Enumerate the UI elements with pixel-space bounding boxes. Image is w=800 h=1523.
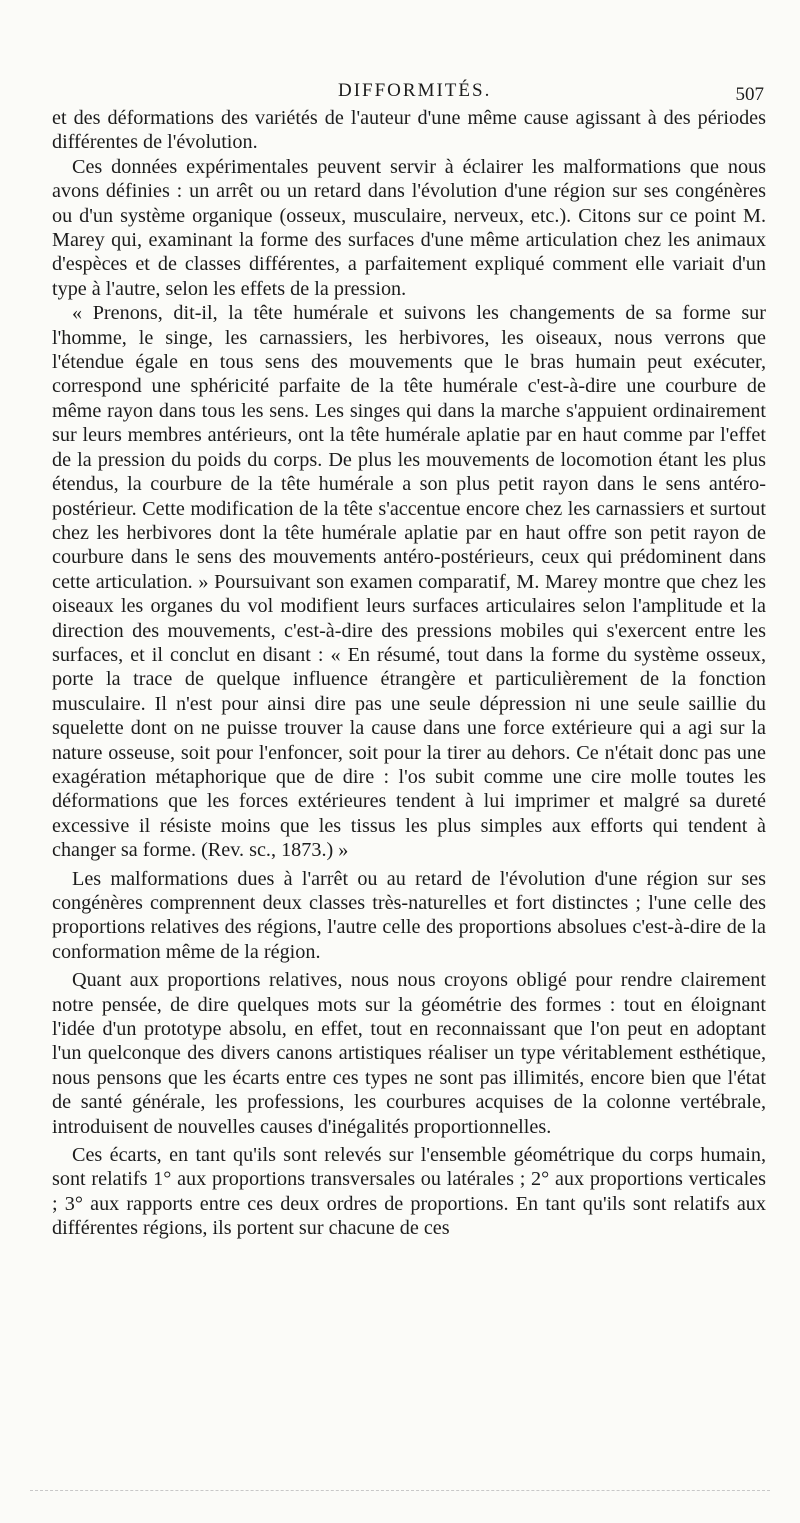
body-text: [52, 106, 766, 1241]
page-number: 507: [735, 84, 764, 105]
footer-rule: [30, 1490, 770, 1491]
running-title: DIFFORMITÉS.: [338, 80, 492, 101]
paragraph-marey-quote: « Prenons, dit-il, la tête humérale et suivons les changements de sa forme sur l'homme, le singe, les carnassiers, les herbivores, les oiseaux, nous verrons que l'étendue égale en tous sens des mouvements que le bras humain peut exécuter, correspond une sphéricité parfaite de la tête humérale c'est-à-dire une courbure de même rayon dans tous les sens. Les singes qui dans la marche s'appuient ordinairement sur leurs membres antérieurs, ont la tête humérale aplatie par en haut comme par l'effet de la pression du poids du corps. De plus les mouvements de locomotion étant les plus étendus, la courbure de la tête humérale a son plus petit rayon dans le sens antéro-postérieur. Cette modification de la tête s'accentue encore chez les carnassiers et surtout chez les herbivores dont la tête humérale aplatie par en haut offre son petit rayon de courbure dans le sens des mouvements antéro-postérieurs, ceux qui prédominent dans cette articulation. » Poursuivant son examen comparatif, M. Marey montre que chez les oiseaux les organes du vol modifient leurs surfaces articulaires selon l'amplitude et la direction des mouvements, c'est-à-dire des pressions mobiles qui s'exercent entre les surfaces, et il conclut en disant : « En résumé, tout dans la forme du système osseux, porte la trace de quelque influence étrangère et particulièrement de la fonction musculaire. Il n'est pour ainsi dire pas une seule dépression ni une seule saillie du squelette dont on ne puisse trouver la cause dans une force extérieure qui a agi sur la nature osseuse, soit pour l'enfoncer, soit pour la tirer au dehors. Ce n'était donc pas une exagération métaphorique que de dire : l'os subit comme une cire molle toutes les déformations que les forces extérieures tendent à lui imprimer et malgré sa dureté excessive il résiste moins que les tissus les plus simples aux efforts qui tendent à changer sa forme. (Rev. sc., 1873.) »: [52, 302, 766, 862]
paragraph-deviations: Ces écarts, en tant qu'ils sont relevés sur l'ensemble géométrique du corps humain, sont relatifs 1° aux proportions transversales ou latérales ; 2° aux proportions verticales ; 3° aux rapports entre ces deux ordres de proportions. En tant qu'ils sont relatifs aux différentes régions, ils portent sur chacune de ces: [52, 1144, 766, 1240]
paragraph-relative-proportions: Quant aux proportions relatives, nous nous croyons obligé pour rendre clairement notre pensée, de dire quelques mots sur la géométrie des formes : tout en éloignant l'idée d'un prototype absolu, en effet, tout en reconnaissant que l'on peut en adoptant l'un quelconque des divers canons artistiques réaliser un type véritablement esthétique, nous pensons que les écarts entre ces types ne sont pas illimités, encore bien que l'état de santé générale, les professions, les courbures acquises de la colonne vertébrale, introduisent de nouvelles causes d'inégalités proportionnelles.: [52, 969, 766, 1138]
paragraph-experimental-data: Ces données expérimentales peuvent servir à éclairer les malformations que nous avons définies : un arrêt ou un retard dans l'évolution d'une région sur ses congénères ou d'un système organique (osseux, musculaire, nerveux, etc.). Citons sur ce point M. Marey qui, examinant la forme des surfaces d'une même articulation chez les animaux d'espèces et de classes différentes, a parfaitement expliqué comment elle variait d'un type à l'autre, selon les effets de la pression.: [52, 155, 766, 300]
paragraph-malformations: Les malformations dues à l'arrêt ou au retard de l'évolution d'une région sur ses congénères comprennent deux classes très-naturelles et fort distinctes ; l'une celle des proportions relatives des régions, l'autre celle des proportions absolues c'est-à-dire de la conformation même de la région.: [52, 867, 766, 963]
paragraph-continuation: et des déformations des variétés de l'auteur d'une même cause agissant à des périodes différentes de l'évolution.: [52, 107, 766, 154]
